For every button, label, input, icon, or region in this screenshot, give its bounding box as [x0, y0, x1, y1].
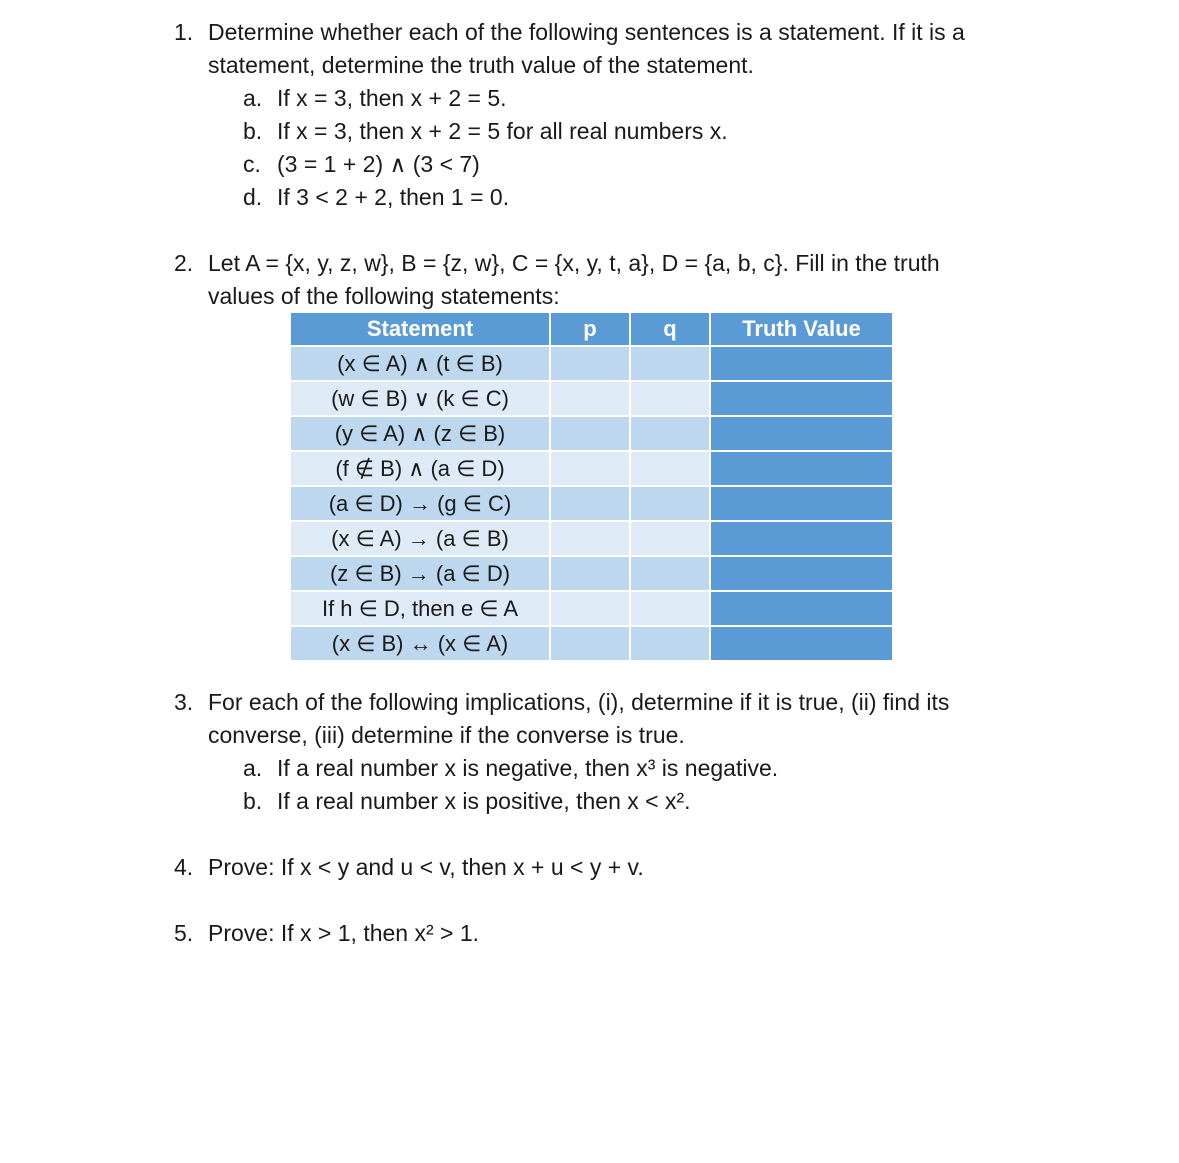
q-cell[interactable]	[630, 556, 710, 591]
q5-text: Prove: If x > 1, then x² > 1.	[208, 920, 480, 946]
q3-text-line2: converse, (iii) determine if the converse is true.	[208, 722, 685, 748]
header-p: p	[550, 313, 630, 346]
q-cell[interactable]	[630, 486, 710, 521]
truth-value-cell[interactable]	[710, 416, 892, 451]
q-cell[interactable]	[630, 591, 710, 626]
table-row	[291, 381, 892, 416]
q-cell[interactable]	[630, 346, 710, 381]
p-cell[interactable]	[550, 346, 630, 381]
q1-item-d-text: If 3 < 2 + 2, then 1 = 0.	[277, 184, 510, 210]
p-cell[interactable]	[550, 381, 630, 416]
q3-number: 3.	[174, 689, 194, 715]
statement-cell: (x ∈ A) → (a ∈ B)	[291, 521, 550, 556]
q1-text-line2: statement, determine the truth value of the statement.	[208, 52, 754, 78]
q2-text-line1: Let A = {x, y, z, w}, B = {z, w}, C = {x, y, t, a}, D = {a, b, c}. Fill in the truth	[208, 250, 940, 276]
table-row	[291, 521, 892, 556]
table-row	[291, 591, 892, 626]
q-cell[interactable]	[630, 521, 710, 556]
p-cell[interactable]	[550, 486, 630, 521]
table-row	[291, 626, 892, 660]
q3-item-a-text: If a real number x is negative, then x³ is negative.	[277, 755, 779, 781]
header-statement: Statement	[291, 313, 550, 346]
table-row	[291, 556, 892, 591]
table-row	[291, 346, 892, 381]
statement-cell: (z ∈ B) → (a ∈ D)	[291, 556, 550, 591]
statement-cell: (w ∈ B) ∨ (k ∈ C)	[291, 381, 550, 416]
p-cell[interactable]	[550, 451, 630, 486]
table-row	[291, 486, 892, 521]
truth-value-cell[interactable]	[710, 556, 892, 591]
q1-text-line1: Determine whether each of the following sentences is a statement. If it is a	[208, 19, 965, 45]
p-cell[interactable]	[550, 416, 630, 451]
statement-cell: (x ∈ B) ↔ (x ∈ A)	[291, 626, 550, 660]
p-cell[interactable]	[550, 591, 630, 626]
table-row	[291, 451, 892, 486]
p-cell[interactable]	[550, 556, 630, 591]
truth-value-cell[interactable]	[710, 521, 892, 556]
truth-value-cell[interactable]	[710, 381, 892, 416]
q3-item-b-text: If a real number x is positive, then x < x².	[277, 788, 691, 814]
statement-cell: (f ∉ B) ∧ (a ∈ D)	[291, 451, 550, 486]
q1-item-a-text: If x = 3, then x + 2 = 5.	[277, 85, 507, 111]
header-truth-value: Truth Value	[710, 313, 892, 346]
q1-item-b-text: If x = 3, then x + 2 = 5 for all real numbers x.	[277, 118, 728, 144]
truth-value-cell[interactable]	[710, 451, 892, 486]
p-cell[interactable]	[550, 626, 630, 660]
statement-cell: If h ∈ D, then e ∈ A	[291, 591, 550, 626]
statement-cell: (y ∈ A) ∧ (z ∈ B)	[291, 416, 550, 451]
q2-text-line2: values of the following statements:	[208, 283, 560, 309]
q-cell[interactable]	[630, 626, 710, 660]
table-row	[291, 416, 892, 451]
q3-item-b-label: b.	[243, 788, 263, 814]
statement-cell: (a ∈ D) → (g ∈ C)	[291, 486, 550, 521]
truth-table	[291, 313, 892, 660]
truth-value-cell[interactable]	[710, 591, 892, 626]
q-cell[interactable]	[630, 381, 710, 416]
q4-text: Prove: If x < y and u < v, then x + u < y + v.	[208, 854, 644, 880]
truth-value-cell[interactable]	[710, 346, 892, 381]
q5-number: 5.	[174, 920, 194, 946]
q-cell[interactable]	[630, 451, 710, 486]
q4-number: 4.	[174, 854, 194, 880]
q3-text-line1: For each of the following implications, (i), determine if it is true, (ii) find its	[208, 689, 950, 715]
q1-item-b-label: b.	[243, 118, 263, 144]
q1-item-a-label: a.	[243, 85, 263, 111]
truth-value-cell[interactable]	[710, 486, 892, 521]
q2-number: 2.	[174, 250, 194, 276]
statement-cell: (x ∈ A) ∧ (t ∈ B)	[291, 346, 550, 381]
header-q: q	[630, 313, 710, 346]
q1-number: 1.	[174, 19, 194, 45]
q1-item-d-label: d.	[243, 184, 263, 210]
q1-item-c-label: c.	[243, 151, 261, 177]
truth-value-cell[interactable]	[710, 626, 892, 660]
q-cell[interactable]	[630, 416, 710, 451]
p-cell[interactable]	[550, 521, 630, 556]
q1-item-c-text: (3 = 1 + 2) ∧ (3 < 7)	[277, 151, 480, 177]
q3-item-a-label: a.	[243, 755, 263, 781]
